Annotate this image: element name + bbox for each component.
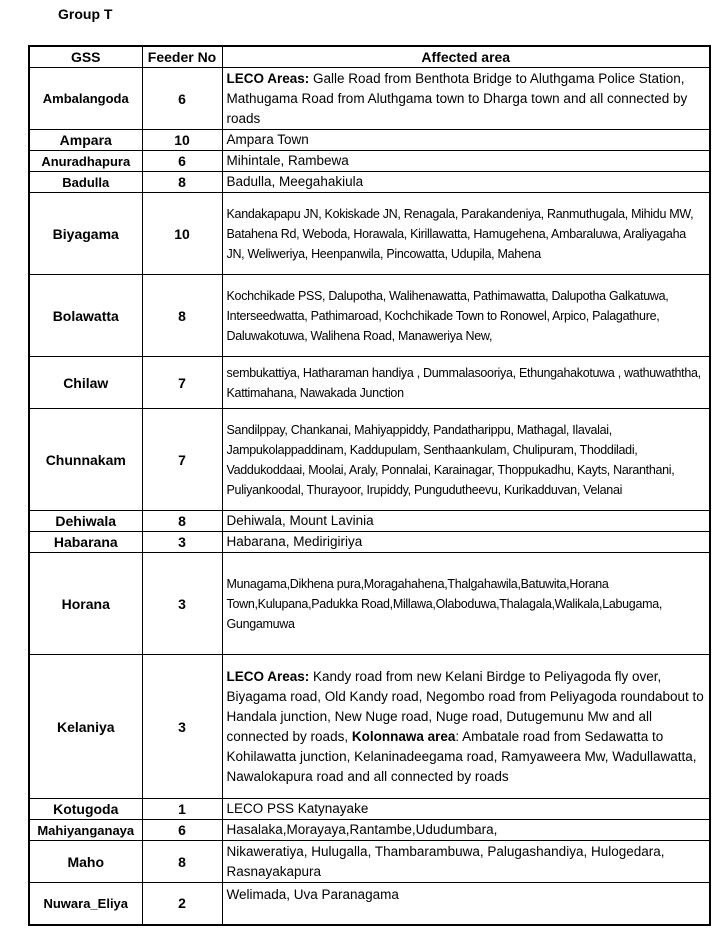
feeder-cell: 3 (142, 655, 222, 799)
area-cell: Mihintale, Rambewa (222, 151, 710, 172)
area-cell: Hasalaka,Morayaya,Rantambe,Ududumbara, (222, 820, 710, 841)
header-gss: GSS (29, 46, 142, 68)
table-row (29, 841, 710, 883)
table-row (29, 655, 710, 799)
area-cell (222, 655, 710, 799)
gss-cell: Biyagama (29, 193, 142, 275)
header-area: Affected area (222, 46, 710, 68)
feeder-cell: 8 (142, 511, 222, 532)
table-row (29, 820, 710, 841)
gss-cell: Ambalangoda (29, 68, 142, 130)
table-row (29, 799, 710, 820)
gss-cell: Maho (29, 841, 142, 883)
table-row (29, 357, 710, 409)
gss-cell: Bolawatta (29, 275, 142, 357)
gss-cell: Badulla (29, 172, 142, 193)
gss-cell: Chunnakam (29, 409, 142, 511)
feeder-cell: 3 (142, 532, 222, 553)
table-row (29, 553, 710, 655)
area-cell: Badulla, Meegahakiula (222, 172, 710, 193)
group-title: Group T (58, 6, 113, 22)
area-cell (222, 68, 710, 130)
leco-label: LECO Areas: (226, 70, 310, 86)
feeder-cell: 8 (142, 841, 222, 883)
table-row (29, 172, 710, 193)
feeder-cell: 7 (142, 409, 222, 511)
area-cell: Kochchikade PSS, Dalupotha, Walihenawatta, Pathimawatta, Dalupotha Galkatuwa, Interseedwatta, Pathimaroad, Kochchikade Town to Ronowel, Arpico, Palagathure, Daluwakotuwa, Walihena Road, Manaweriya New, (222, 275, 710, 357)
table-row (29, 151, 710, 172)
feeder-cell: 10 (142, 130, 222, 151)
gss-cell: Nuwara_Eliya (29, 883, 142, 925)
area-text: Galle Road from Benthota Bridge to Aluthgama Police Station, Mathugama Road from Aluthgama town to Dharga town and all connected by roads (226, 70, 688, 126)
leco-label: LECO Areas: (226, 668, 310, 684)
feeder-cell: 10 (142, 193, 222, 275)
feeder-cell: 8 (142, 172, 222, 193)
feeder-cell: 3 (142, 553, 222, 655)
feeder-cell: 1 (142, 799, 222, 820)
outage-table (28, 45, 711, 926)
table-row (29, 511, 710, 532)
feeder-cell: 8 (142, 275, 222, 357)
kolonnawa-label: Kolonnawa area (348, 728, 456, 744)
table-row (29, 532, 710, 553)
gss-cell: Horana (29, 553, 142, 655)
header-row (29, 46, 710, 68)
area-cell: Welimada, Uva Paranagama (222, 883, 710, 925)
area-cell: Habarana, Medirigiriya (222, 532, 710, 553)
gss-cell: Habarana (29, 532, 142, 553)
gss-cell: Ampara (29, 130, 142, 151)
area-cell: Kandakapapu JN, Kokiskade JN, Renagala, Parakandeniya, Ranmuthugala, Mihidu MW, Batahena Rd, Weboda, Horawala, Kirillawatta, Hamugehena, Ambaraluwa, Araliyagaha JN, Weliweriya, Heenpanwila, Pincowatta, Udupila, Mahena (222, 193, 710, 275)
gss-cell: Anuradhapura (29, 151, 142, 172)
gss-cell: Dehiwala (29, 511, 142, 532)
feeder-cell: 7 (142, 357, 222, 409)
gss-cell: Chilaw (29, 357, 142, 409)
area-cell: Ampara Town (222, 130, 710, 151)
area-text-2: : Ambatale road from Sedawatta to Kohilawatta junction, Kelaninadeegama road, Ramyaweera Mw, Wadullawatta, Nawalokapura road and all connected by roads (226, 728, 697, 784)
area-cell: sembukattiya, Hatharaman handiya , Dummalasooriya, Ethungahakotuwa , wathuwaththa, Kattimahana, Nawakada Junction (222, 357, 710, 409)
area-cell: Sandilppay, Chankanai, Mahiyappiddy, Pandatharippu, Mathagal, Ilavalai, Jampukolappaddinam, Kaddupulam, Senthaankulam, Chulipuram, Thoddiladi, Vaddukoddaai, Moolai, Araly, Ponnalai, Karainagar, Thoppukadhu, Kayts, Naranthani, Puliyankoodal, Thurayoor, Irupiddy, Pungudutheevu, Kurikadduvan, Velanai (222, 409, 710, 511)
gss-cell: Kelaniya (29, 655, 142, 799)
feeder-cell: 6 (142, 820, 222, 841)
table-row (29, 193, 710, 275)
header-feeder: Feeder No (142, 46, 222, 68)
area-cell: LECO PSS Katynayake (222, 799, 710, 820)
table-row (29, 130, 710, 151)
table-row (29, 883, 710, 925)
gss-cell: Mahiyanganaya (29, 820, 142, 841)
feeder-cell: 6 (142, 151, 222, 172)
area-text: Kandy road from new Kelani Birdge to Peliyagoda fly over, Biyagama road, Old Kandy road, Negombo road from Peliyagoda roundabout to Handala junction, New Nuge road, Nuge road, Dutugemunu Mw and all connected by roads, (226, 668, 704, 744)
gss-cell: Kotugoda (29, 799, 142, 820)
area-cell: Dehiwala, Mount Lavinia (222, 511, 710, 532)
table-row (29, 68, 710, 130)
table-row (29, 409, 710, 511)
table-row (29, 275, 710, 357)
area-cell: Nikaweratiya, Hulugalla, Thambarambuwa, Palugashandiya, Hulogedara, Rasnayakapura (222, 841, 710, 883)
feeder-cell: 6 (142, 68, 222, 130)
feeder-cell: 2 (142, 883, 222, 925)
area-cell: Munagama,Dikhena pura,Moragahahena,Thalgahawila,Batuwita,Horana Town,Kulupana,Padukka Road,Millawa,Olaboduwa,Thalagala,Walikala,Labugama, Gungamuwa (222, 553, 710, 655)
